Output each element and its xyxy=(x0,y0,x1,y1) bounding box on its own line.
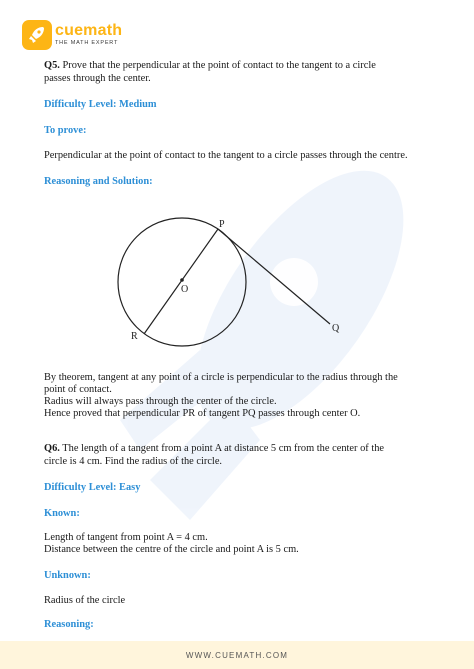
q5-question-line2: passes through the center. xyxy=(44,73,151,84)
q5-solution-line3: Radius will always pass through the center of the circle. xyxy=(44,396,277,407)
q5-solution-line1: By theorem, tangent at any point of a circle is perpendicular to the radius through the xyxy=(44,372,398,383)
q5-to-prove-text: Perpendicular at the point of contact to the tangent to a circle passes through the centre. xyxy=(44,150,408,161)
footer-url[interactable]: WWW.CUEMATH.COM xyxy=(185,651,289,660)
q6-unknown-text: Radius of the circle xyxy=(44,595,126,606)
label-o: O xyxy=(181,284,189,295)
q6-unknown-heading: Unknown: xyxy=(44,570,91,581)
q6-known-heading: Known: xyxy=(44,508,80,519)
label-p: P xyxy=(219,219,225,230)
q6-known-line2: Distance between the centre of the circle and point A is 5 cm. xyxy=(44,544,299,555)
q5-reasoning-heading: Reasoning and Solution: xyxy=(44,176,153,187)
diameter-pr-line xyxy=(144,229,218,334)
label-q: Q xyxy=(332,323,340,334)
brand-tagline: THE MATH EXPERT xyxy=(55,40,119,47)
q6-reasoning-heading: Reasoning: xyxy=(44,619,94,630)
footer-bar xyxy=(0,641,474,669)
brand-name: cuemath xyxy=(55,22,123,40)
q5-number: Q5. xyxy=(44,60,60,71)
label-r: R xyxy=(131,331,138,342)
q6-number: Q6. xyxy=(44,443,60,454)
center-o-dot xyxy=(180,278,184,282)
q6-question-line2: circle is 4 cm. Find the radius of the circle. xyxy=(44,456,223,467)
rocket-icon xyxy=(22,20,52,50)
q5-to-prove-heading: To prove: xyxy=(44,125,87,136)
tangent-pq-line xyxy=(218,229,330,324)
cuemath-logo xyxy=(22,20,122,50)
q5-solution-line4: Hence proved that perpendicular PR of tangent PQ passes through center O. xyxy=(44,408,361,419)
q5-solution-line2: point of contact. xyxy=(44,384,112,395)
q6-difficulty: Difficulty Level: Easy xyxy=(44,482,141,493)
q6-known-line1: Length of tangent from point A = 4 cm. xyxy=(44,532,208,543)
q5-question-line1: Q5. Prove that the perpendicular at the point of contact to the tangent to a circle xyxy=(44,60,376,71)
tangent-circle-diagram xyxy=(108,216,348,348)
q5-difficulty: Difficulty Level: Medium xyxy=(44,99,157,110)
q6-question-line1: Q6. The length of a tangent from a point A at distance 5 cm from the center of the xyxy=(44,443,385,454)
